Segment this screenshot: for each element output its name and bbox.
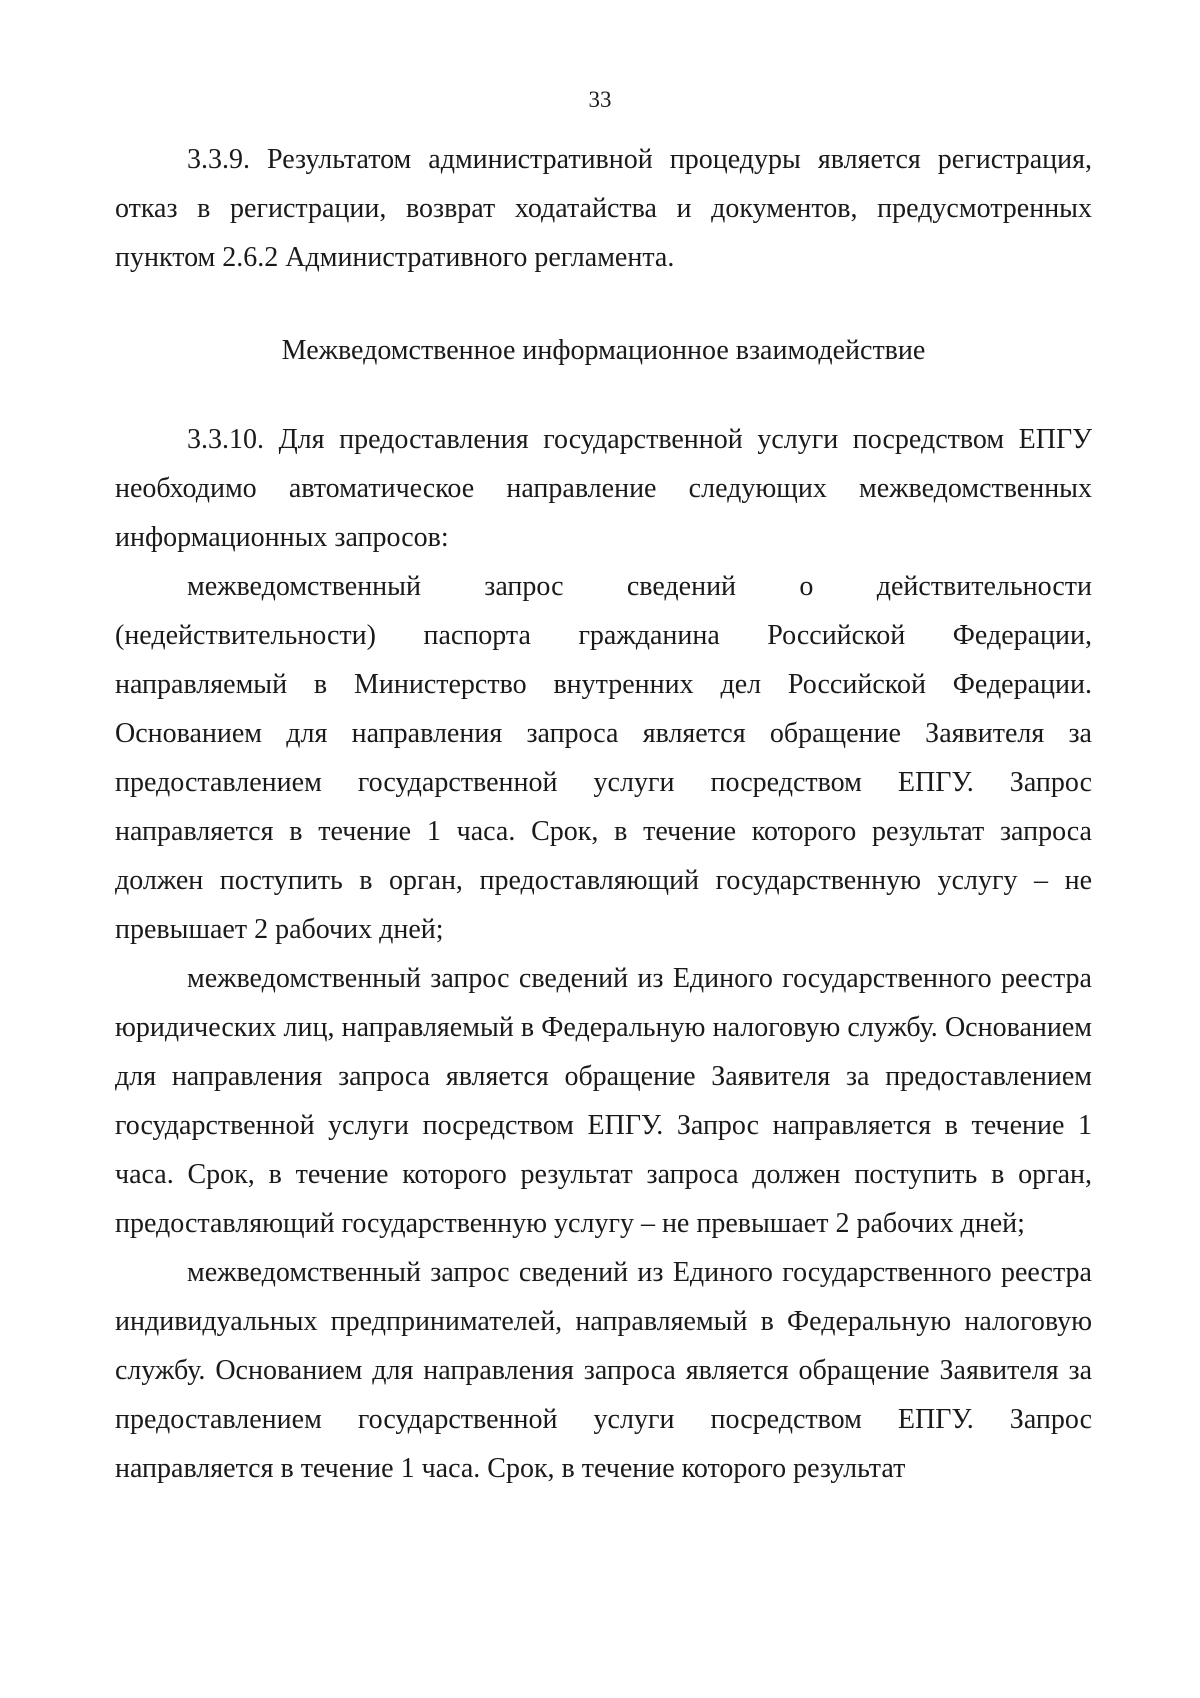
- paragraph-3-3-9: 3.3.9. Результатом административной процедуры является регистрация, отказ в регистрации, возврат ходатайства и документов, предусмотренных пунктом 2.6.2 Административного регламента.: [115, 144, 1092, 273]
- document-body: [115, 135, 1092, 1493]
- paragraph-egrul-request: межведомственный запрос сведений из Единого государственного реестра юридических лиц, направляемый в Федеральную налоговую службу. Основанием для направления запроса является обращение Заявителя за предоставлением государственной услуги посредством ЕПГУ. Запрос направляется в течение 1 часа. Срок, в течение которого результат запроса должен поступить в орган, предоставляющий государственную услугу – не превышает 2 рабочих дней;: [115, 963, 1092, 1239]
- paragraph-passport-request: межведомственный запрос сведений о действительности (недействительности) паспорта гражданина Российской Федерации, направляемый в Министерство внутренних дел Российской Федерации. Основанием для направления запроса является обращение Заявителя за предоставлением государственной услуги посредством ЕПГУ. Запрос направляется в течение 1 часа. Срок, в течение которого результат запроса должен поступить в орган, предоставляющий государственную услугу – не превышает 2 рабочих дней;: [115, 571, 1092, 945]
- paragraph-egrip-request: межведомственный запрос сведений из Единого государственного реестра индивидуальных предпринимателей, направляемый в Федеральную налоговую службу. Основанием для направления запроса является обращение Заявителя за предоставлением государственной услуги посредством ЕПГУ. Запрос направляется в течение 1 часа. Срок, в течение которого результат: [115, 1257, 1092, 1484]
- section-heading: Межведомственное информационное взаимодействие: [281, 335, 926, 366]
- page-number: 33: [588, 87, 612, 112]
- paragraph-3-3-10: 3.3.10. Для предоставления государственной услуги посредством ЕПГУ необходимо автоматическое направление следующих межведомственных информационных запросов:: [115, 424, 1092, 553]
